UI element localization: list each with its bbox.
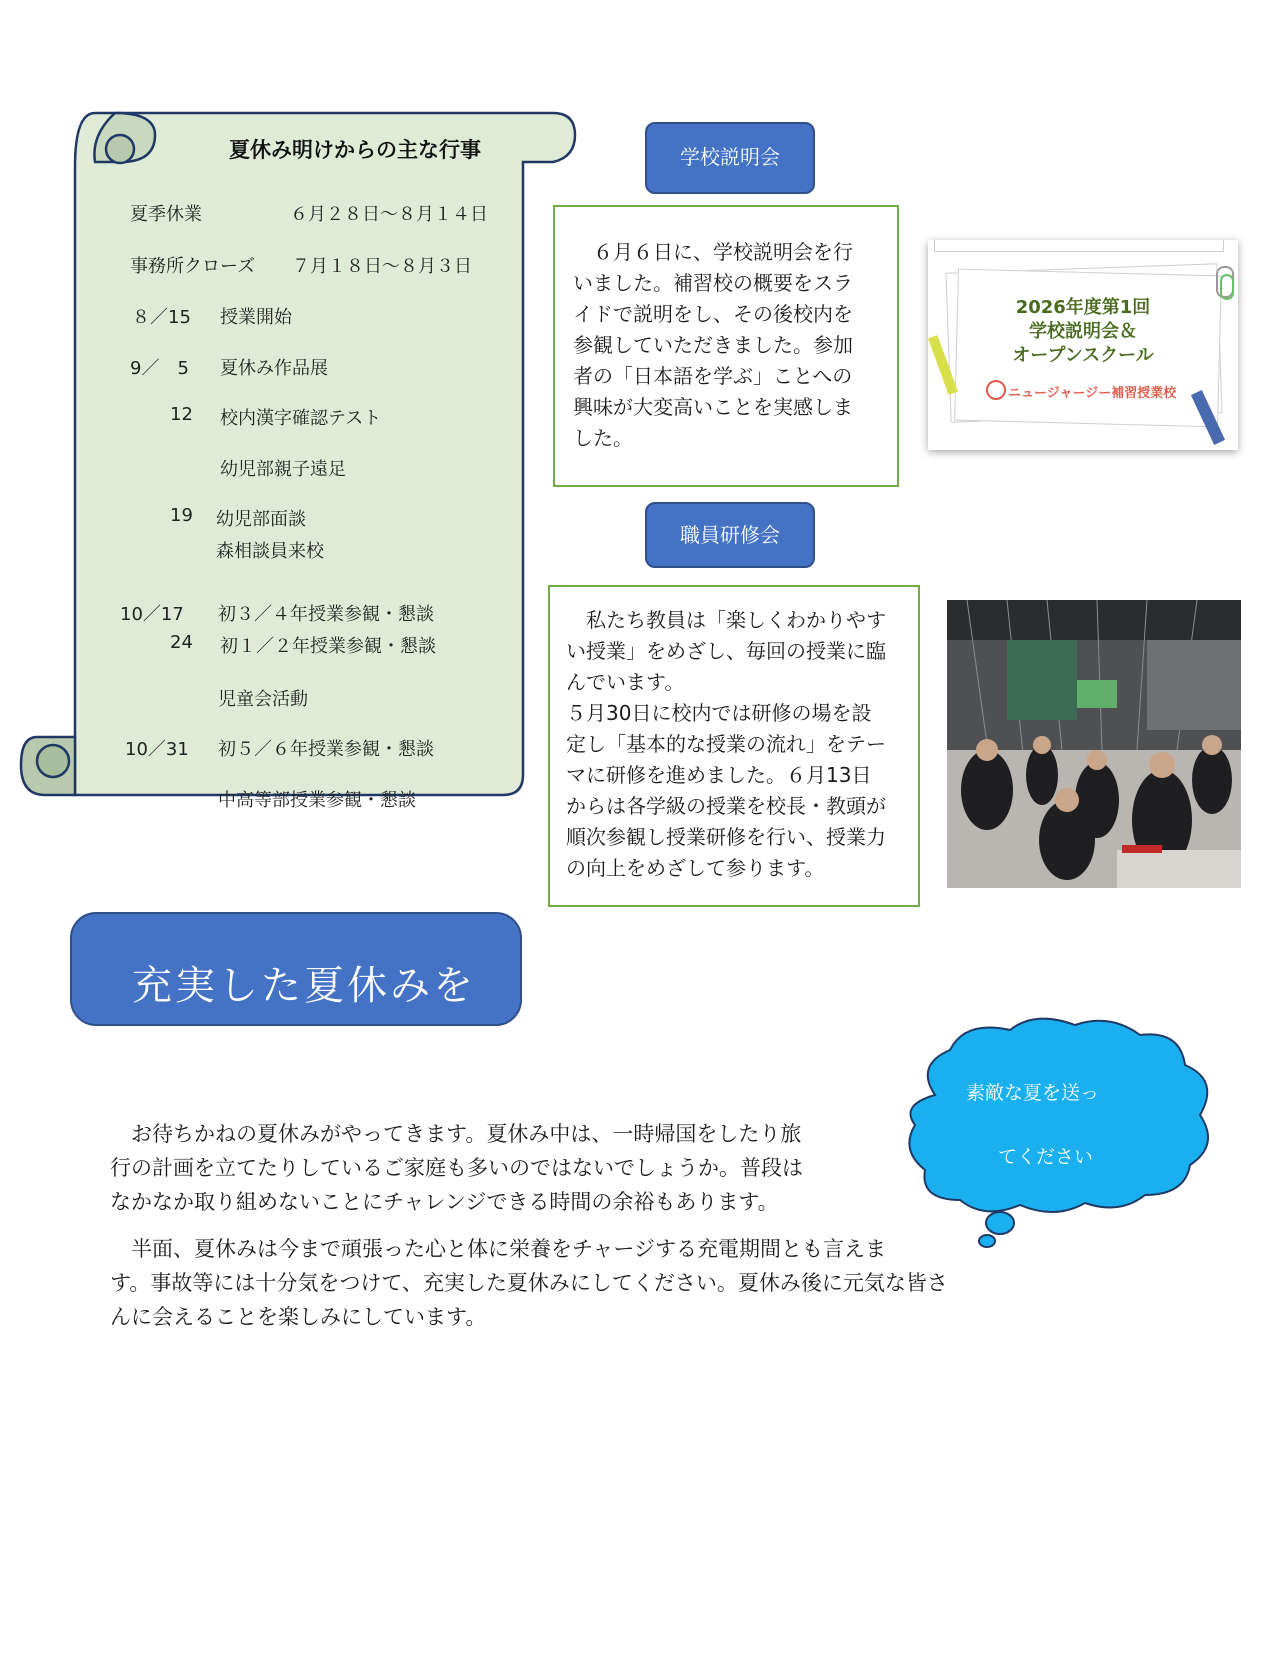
text-line: 順次参観し授業研修を行い、授業力 — [566, 825, 886, 849]
event-desc: 初３／４年授業参観・懇談 — [218, 604, 434, 625]
event-date: 24 — [170, 632, 193, 653]
text-line: マに研修を進めました。６月13日 — [566, 763, 872, 787]
event-date: ８／15 — [132, 307, 191, 328]
event-desc: 幼児部面談 — [216, 509, 306, 530]
message-paragraph-1 — [110, 1117, 803, 1219]
banner-text: 充実した夏休みを — [132, 963, 476, 1009]
slide-school-name: ニュージャージー補習授業校 — [1008, 386, 1177, 401]
event-desc: ６月２８日～８月１４日 — [290, 204, 488, 225]
event-desc: 中高等部授業参観・懇談 — [218, 790, 416, 811]
info-session-textbox — [553, 205, 899, 487]
text-line: お待ちかねの夏休みがやってきます。夏休み中は、一時帰国をしたり旅 — [110, 1122, 802, 1146]
thought-cloud — [895, 1015, 1230, 1255]
info-session-slide-image — [928, 240, 1238, 450]
event-date: 10／17 — [120, 604, 184, 625]
training-photo — [947, 600, 1241, 888]
event-date: 10／31 — [125, 739, 189, 760]
text-line: いました。補習校の概要をスラ — [573, 271, 853, 295]
message-paragraph-2 — [110, 1232, 948, 1334]
event-desc: 森相談員来校 — [216, 541, 324, 562]
school-logo-icon — [986, 380, 1006, 400]
cloud-text-line: 素敵な夏を送っ — [966, 1082, 1100, 1104]
text-line: した。 — [573, 426, 633, 450]
event-date: 事務所クローズ — [130, 256, 256, 277]
schedule-title: 夏休み明けからの主な行事 — [229, 138, 481, 162]
event-desc: 授業開始 — [220, 307, 292, 328]
summer-banner — [70, 912, 522, 1026]
event-desc: 幼児部親子遠足 — [220, 459, 346, 480]
event-desc: ７月１８日～８月３日 — [292, 256, 472, 277]
training-label: 職員研修会 — [645, 502, 815, 568]
slide-title-line: 学校説明会＆ — [1029, 321, 1137, 342]
event-desc: 初５／６年授業参観・懇談 — [218, 739, 434, 760]
text-line: ５月30日に校内では研修の場を設 — [566, 701, 872, 725]
event-date: 19 — [170, 505, 193, 526]
text-line: 参観していただきました。参加 — [573, 333, 853, 357]
text-line: からは各学級の授業を校長・教頭が — [566, 794, 886, 818]
text-line: なかなか取り組めないことにチャレンジできる時間の余裕もあります。 — [110, 1190, 779, 1214]
training-photo-drawing — [947, 600, 1241, 888]
text-line: 半面、夏休みは今まで頑張った心と体に栄養をチャージする充電期間とも言えま — [110, 1237, 886, 1261]
text-line: イドで説明をし、その後校内を — [573, 302, 853, 326]
event-date: 12 — [170, 404, 193, 425]
slide-title-line: オープンスクール — [1012, 345, 1154, 366]
text-line: 私たち教員は「楽しくわかりやす — [566, 608, 886, 632]
text-line: んでいます。 — [566, 670, 685, 694]
event-desc: 校内漢字確認テスト — [220, 408, 382, 429]
text-line: 行の計画を立てたりしているご家庭も多いのではないでしょうか。普段は — [110, 1156, 803, 1180]
text-line: の向上をめざして参ります。 — [566, 856, 825, 880]
slide-title-line: 2026年度第1回 — [1015, 297, 1151, 318]
event-desc: 児童会活動 — [218, 689, 308, 710]
event-date: 夏季休業 — [130, 204, 202, 225]
text-line: 定し「基本的な授業の流れ」をテー — [566, 732, 886, 756]
event-date: 9／ 5 — [130, 358, 189, 379]
training-textbox — [548, 585, 920, 907]
text-line: 興味が大変高いことを実感しま — [573, 395, 853, 419]
text-line: い授業」をめざし、毎回の授業に臨 — [566, 639, 886, 663]
event-desc: 初１／２年授業参観・懇談 — [220, 636, 436, 657]
info-session-label: 学校説明会 — [645, 122, 815, 194]
text-line: ６月６日に、学校説明会を行 — [573, 240, 853, 264]
event-desc: 夏休み作品展 — [220, 358, 328, 379]
text-line: 者の「日本語を学ぶ」ことへの — [573, 364, 853, 388]
text-line: す。事故等には十分気をつけて、充実した夏休みにしてください。夏休み後に元気な皆さ — [110, 1271, 948, 1295]
cloud-text-line: てください — [998, 1146, 1094, 1168]
text-line: んに会えることを楽しみにしています。 — [110, 1305, 487, 1329]
slide-sheet — [934, 240, 1224, 252]
